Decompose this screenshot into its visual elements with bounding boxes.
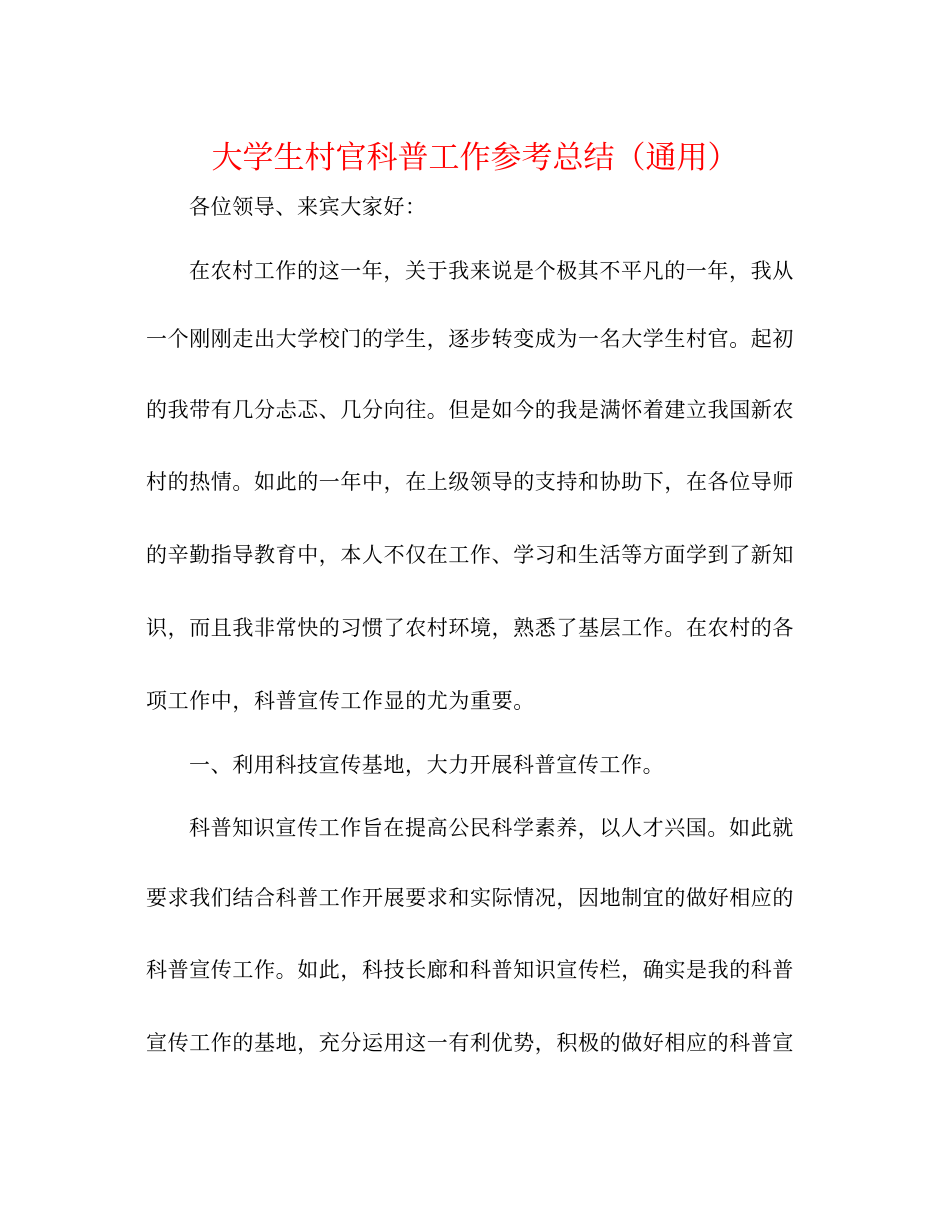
paragraph-line: 科普宣传工作。如此，科技长廊和科普知识宣传栏，确实是我的科普 bbox=[146, 958, 794, 982]
paragraph-line: 的辛勤指导教育中，本人不仅在工作、学习和生活等方面学到了新知 bbox=[146, 543, 794, 567]
document-title: 大学生村官科普工作参考总结（通用） bbox=[211, 140, 739, 176]
paragraph-line: 村的热情。如此的一年中，在上级领导的支持和协助下，在各位导师 bbox=[146, 470, 794, 494]
paragraph-line: 识，而且我非常快的习惯了农村环境，熟悉了基层工作。在农村的各 bbox=[146, 616, 794, 640]
paragraph-line: 一个刚刚走出大学校门的学生，逐步转变成为一名大学生村官。起初 bbox=[146, 327, 794, 351]
paragraph-line: 的我带有几分忐忑、几分向往。但是如今的我是满怀着建立我国新农 bbox=[146, 398, 794, 422]
section-heading: 一、利用科技宣传基地，大力开展科普宣传工作。 bbox=[189, 753, 665, 777]
paragraph-line: 要求我们结合科普工作开展要求和实际情况，因地制宜的做好相应的 bbox=[146, 886, 794, 910]
paragraph-line: 宣传工作的基地，充分运用这一有利优势，积极的做好相应的科普宣 bbox=[146, 1031, 794, 1055]
paragraph-line: 科普知识宣传工作旨在提高公民科学素养，以人才兴国。如此就 bbox=[189, 816, 794, 840]
paragraph-line: 在农村工作的这一年，关于我来说是个极其不平凡的一年，我从 bbox=[189, 259, 794, 283]
paragraph-line: 项工作中，科普宣传工作显的尤为重要。 bbox=[146, 689, 535, 713]
greeting-line: 各位领导、来宾大家好： bbox=[189, 195, 427, 219]
